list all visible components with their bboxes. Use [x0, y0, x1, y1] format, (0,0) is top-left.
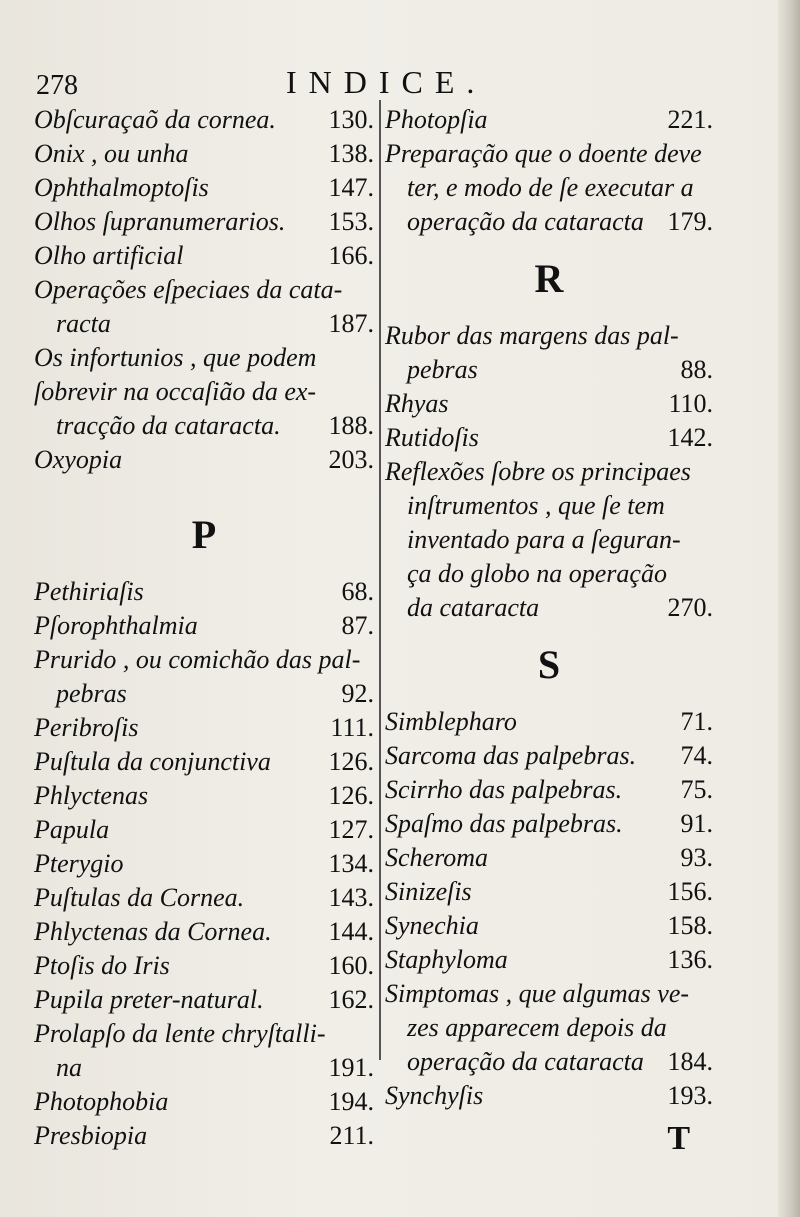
entry-page-number: 187.: [328, 309, 374, 338]
entry-text: Ophthalmoptoſis: [34, 173, 209, 202]
entry-text: inventado para a ſeguran-: [407, 525, 681, 554]
entry-text: Os infortunios , que podem: [34, 343, 317, 372]
entry-text: Prolapſo da lente chryſtalli-: [34, 1019, 326, 1048]
entry-text: Rutidoſis: [385, 423, 479, 452]
index-entry: [34, 779, 374, 813]
entry-page-number: 203.: [328, 445, 374, 474]
index-entry: [34, 949, 374, 983]
index-entry: [385, 841, 713, 875]
index-entry: [34, 273, 374, 307]
page-number: 278: [36, 70, 78, 101]
index-entry: [34, 711, 374, 745]
entry-page-number: 88.: [680, 355, 713, 384]
index-entry: [385, 103, 713, 137]
entry-text: Sarcoma das palpebras.: [385, 741, 637, 770]
index-entry: [385, 319, 713, 353]
entry-text: pebras: [407, 355, 478, 384]
index-entry: [385, 739, 713, 773]
index-entry: [385, 205, 713, 239]
entry-text: Onix , ou unha: [34, 139, 189, 168]
index-entry: [385, 137, 713, 171]
entry-text: zes apparecem depois da: [407, 1013, 667, 1042]
index-entry: [34, 171, 374, 205]
spacer: [34, 477, 374, 495]
entry-text: Rubor das margens das pal-: [385, 321, 679, 350]
index-entry: [385, 1045, 713, 1079]
entry-page-number: 193.: [667, 1081, 713, 1110]
entry-text: tracção da cataracta.: [56, 411, 281, 440]
index-entry: [385, 943, 713, 977]
index-entry: [34, 881, 374, 915]
entry-text: ſobrevir na occaſião da ex-: [34, 377, 317, 406]
index-entry: [34, 375, 374, 409]
index-entry: [34, 1085, 374, 1119]
index-entry: [34, 643, 374, 677]
index-entry: [34, 915, 374, 949]
index-entry: [34, 575, 374, 609]
entry-text: Phlyctenas da Cornea.: [34, 917, 272, 946]
entry-page-number: 93.: [680, 843, 713, 872]
entry-text: Scirrho das palpebras.: [385, 775, 623, 804]
index-entry: [34, 1119, 374, 1153]
entry-page-number: 68.: [341, 577, 374, 606]
index-entry: [34, 239, 374, 273]
index-entry: [34, 307, 374, 341]
entry-page-number: 110.: [668, 389, 713, 418]
index-entry: [385, 455, 713, 489]
index-entry: [34, 745, 374, 779]
entry-page-number: 156.: [667, 877, 713, 906]
entry-text: Pethiriaſis: [34, 577, 144, 606]
entry-text: ter, e modo de ſe executar a: [407, 173, 694, 202]
section-letter-p: P: [191, 512, 217, 557]
index-entry: [385, 705, 713, 739]
entry-text: Spaſmo das palpebras.: [385, 809, 623, 838]
index-entry: [34, 103, 374, 137]
entry-text: ça do globo na operação: [407, 559, 667, 588]
index-entry: [34, 677, 374, 711]
entry-text: Phlyctenas: [34, 781, 149, 810]
index-entry: [385, 875, 713, 909]
running-title: INDICE.: [286, 64, 487, 100]
entry-page-number: 126.: [328, 781, 374, 810]
index-entry: [34, 137, 374, 171]
entry-text: Simptomas , que algumas ve-: [385, 979, 690, 1008]
entry-text: da cataracta: [407, 593, 540, 622]
entry-page-number: 147.: [328, 173, 374, 202]
index-entry: [34, 443, 374, 477]
entry-page-number: 184.: [667, 1047, 713, 1076]
section-letter-s: S: [537, 642, 561, 687]
entry-text: Operações eſpeciaes da cata-: [34, 275, 343, 304]
index-entry: [385, 1079, 713, 1113]
index-entry: [385, 523, 713, 557]
entry-page-number: 188.: [328, 411, 374, 440]
entry-page-number: 87.: [341, 611, 374, 640]
entry-text: Staphyloma: [385, 945, 508, 974]
entry-page-number: 111.: [330, 713, 374, 742]
entry-text: Scheroma: [385, 843, 489, 872]
right-column: [385, 103, 713, 1113]
index-entry: [34, 1051, 374, 1085]
entry-text: operação da cataracta: [407, 207, 644, 236]
entry-text: Reflexões ſobre os principaes: [385, 457, 691, 486]
index-entry: [34, 847, 374, 881]
entry-text: Olho artificial: [34, 241, 184, 270]
entry-text: Puſtulas da Cornea.: [34, 883, 245, 912]
page-header: [36, 62, 487, 102]
entry-page-number: 270.: [667, 593, 713, 622]
entry-page-number: 144.: [328, 917, 374, 946]
entry-text: Puſtula da conjunctiva: [34, 747, 271, 776]
index-entry: [34, 983, 374, 1017]
entry-page-number: 158.: [667, 911, 713, 940]
index-entry: [385, 909, 713, 943]
entry-text: Ptoſis do Iris: [34, 951, 170, 980]
entry-page-number: 211.: [329, 1121, 374, 1150]
entry-text: Pterygio: [34, 849, 124, 878]
entry-page-number: 142.: [667, 423, 713, 452]
entry-text: na: [56, 1053, 82, 1082]
entry-page-number: 92.: [341, 679, 374, 708]
index-entry: [385, 807, 713, 841]
index-entry: [385, 421, 713, 455]
entry-page-number: 130.: [328, 105, 374, 134]
entry-page-number: 153.: [328, 207, 374, 236]
page-edge-shadow: [778, 0, 800, 1217]
entry-page-number: 221.: [667, 105, 713, 134]
entry-text: Photopſia: [385, 105, 488, 134]
entry-page-number: 136.: [667, 945, 713, 974]
entry-page-number: 138.: [328, 139, 374, 168]
entry-text: Synechia: [385, 911, 479, 940]
entry-text: Prurido , ou comichão das pal-: [34, 645, 361, 674]
entry-page-number: 160.: [328, 951, 374, 980]
entry-text: racta: [56, 309, 111, 338]
section-letter-r: R: [534, 256, 564, 301]
entry-text: Pſorophthalmia: [34, 611, 198, 640]
entry-page-number: 91.: [680, 809, 713, 838]
entry-page-number: 71.: [680, 707, 713, 736]
index-entry: [34, 409, 374, 443]
entry-page-number: 126.: [328, 747, 374, 776]
entry-page-number: 74.: [680, 741, 713, 770]
index-entry: [385, 977, 713, 1011]
index-entry: [385, 557, 713, 591]
entry-page-number: 179.: [667, 207, 713, 236]
index-entry: [385, 591, 713, 625]
entry-text: inſtrumentos , que ſe tem: [407, 491, 665, 520]
entry-page-number: 127.: [328, 815, 374, 844]
index-entry: [385, 1011, 713, 1045]
column-divider: [379, 100, 381, 1060]
left-column: [34, 103, 374, 1153]
catchword: T: [667, 1120, 690, 1157]
entry-text: Peribroſis: [34, 713, 139, 742]
entry-text: Pupila preter-natural.: [34, 985, 264, 1014]
entry-page-number: 191.: [328, 1053, 374, 1082]
entry-page-number: 134.: [328, 849, 374, 878]
entry-text: Papula: [34, 815, 110, 844]
index-entry: [385, 387, 713, 421]
entry-text: Presbiopia: [34, 1121, 148, 1150]
entry-page-number: 194.: [328, 1087, 374, 1116]
index-entry: [34, 1017, 374, 1051]
entry-text: Sinizeſis: [385, 877, 472, 906]
entry-page-number: 75.: [680, 775, 713, 804]
index-entry: [385, 171, 713, 205]
entry-text: operação da cataracta: [407, 1047, 644, 1076]
index-entry: [385, 773, 713, 807]
entry-text: Oxyopia: [34, 445, 123, 474]
entry-text: Synchyſis: [385, 1081, 484, 1110]
entry-text: Simblepharo: [385, 707, 517, 736]
entry-text: Photophobia: [34, 1087, 169, 1116]
index-entry: [34, 813, 374, 847]
index-entry: [34, 341, 374, 375]
index-entry: [34, 205, 374, 239]
entry-text: Preparação que o doente deve: [385, 139, 702, 168]
entry-page-number: 162.: [328, 985, 374, 1014]
index-entry: [385, 353, 713, 387]
entry-text: Olhos ſupranumerarios.: [34, 207, 286, 236]
index-entry: [385, 489, 713, 523]
index-entry: [34, 609, 374, 643]
entry-text: Rhyas: [385, 389, 449, 418]
entry-text: Obſcuraçaõ da cornea.: [34, 105, 276, 134]
entry-page-number: 166.: [328, 241, 374, 270]
entry-text: pebras: [56, 679, 127, 708]
entry-page-number: 143.: [328, 883, 374, 912]
